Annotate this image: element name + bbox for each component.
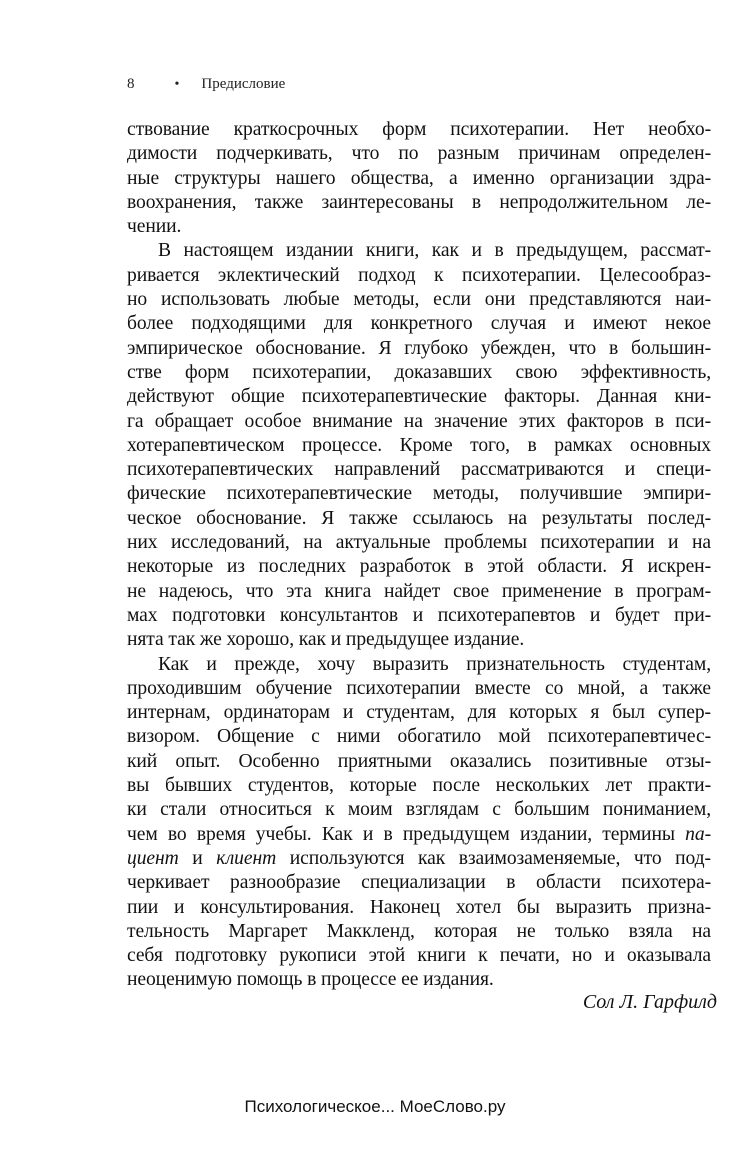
author-signature: Сол Л. Гарфилд [582,991,717,1013]
text-segment: и [192,847,203,869]
text-line: стве форм психотерапии, доказавших свою эффективность, [127,361,711,383]
text-line: но использовать любые методы, если они представляются наи- [127,289,711,311]
paragraph-1 [127,118,711,239]
italic-term: циент [127,847,179,869]
page-number: 8 [127,76,135,92]
text-line-with-italic [127,847,711,871]
text-line: себя подготовку рукописи этой книги к печати, но и оказывала [127,945,711,967]
text-line: не надеюсь, что эта книга найдет свое применение в програм- [127,580,711,602]
text-line: фические психотерапевтические методы, получившие эмпири- [127,483,711,505]
paragraph-2 [127,239,711,652]
text-line: чении. [127,216,182,238]
text-line: пии и консультирования. Наконец хотел бы выразить призна- [127,896,711,918]
text-line: черкивает разнообразие специализации в области психотера- [127,872,711,894]
running-header [127,76,285,93]
text-line: нята так же хорошо, как и предыдущее издание. [127,629,525,651]
text-line: более подходящими для конкретного случая и имеют некое [127,313,711,335]
text-line: действуют общие психотерапевтические факторы. Данная кни- [127,386,711,408]
text-line: ствование краткосрочных форм психотерапии. Нет необхо- [127,119,711,140]
section-title: Предисловие [201,76,286,92]
text-line: Как и прежде, хочу выразить признательность студентам, [158,653,711,675]
text-line: ные структуры нашего общества, а именно организации здра- [127,167,711,189]
text-line: интернам, ординаторам и студентам, для которых я был супер- [127,702,711,724]
paragraph-3 [127,653,711,993]
text-line: них исследований, на актуальные проблемы психотерапии и на [127,532,711,554]
text-line: хотерапевтическом процессе. Кроме того, в рамках основных [127,434,711,456]
text-line: мах подготовки консультантов и психотерапевтов и будет при- [127,604,711,626]
italic-term: па- [685,823,711,845]
text-line: воохранения, также заинтересованы в непродолжительном ле- [127,191,711,213]
text-line: проходившим обучение психотерапии вместе со мной, а также [127,677,711,699]
text-line: димости подчеркивать, что по разным причинам определен- [127,143,711,165]
text-line: неоценимую помощь в процессе ее издания. [127,969,494,991]
text-line: ки стали относиться к моим взглядам с большим пониманием, [127,799,711,821]
body-text [127,118,711,993]
text-line: психотерапевтических направлений рассматриваются и специ- [127,459,711,481]
italic-term: клиент [216,847,277,869]
footer-watermark: Психологическое... МоеСлово.ру [244,1097,506,1116]
text-line: тельность Маргарет Маккленд, которая не только взяла на [127,920,711,942]
text-segment: чем во время учебы. Как и в предыдущем издании, термины [127,823,675,845]
text-line: В настоящем издании книги, как и в предыдущем, рассмат- [158,240,711,262]
header-bullet: • [174,76,180,92]
text-line: ческое обоснование. Я также ссылаюсь на результаты послед- [127,507,711,529]
text-line: га обращает особое внимание на значение этих факторов в пси- [127,410,711,432]
text-line: вы бывших студентов, которые после нескольких лет практи- [127,775,711,797]
text-line: ривается эклектический подход к психотерапии. Целесообраз- [127,264,711,286]
text-line: кий опыт. Особенно приятными оказались позитивные отзы- [127,750,711,772]
text-line: эмпирическое обоснование. Я глубоко убежден, что в большин- [127,337,711,359]
text-line-with-italic [127,823,711,847]
text-segment: используются как взаимозаменяемые, что под- [289,847,711,869]
text-line: визором. Общение с ними обогатило мой психотерапевтичес- [127,726,711,748]
text-line: некоторые из последних разработок в этой области. Я искрен- [127,556,711,578]
